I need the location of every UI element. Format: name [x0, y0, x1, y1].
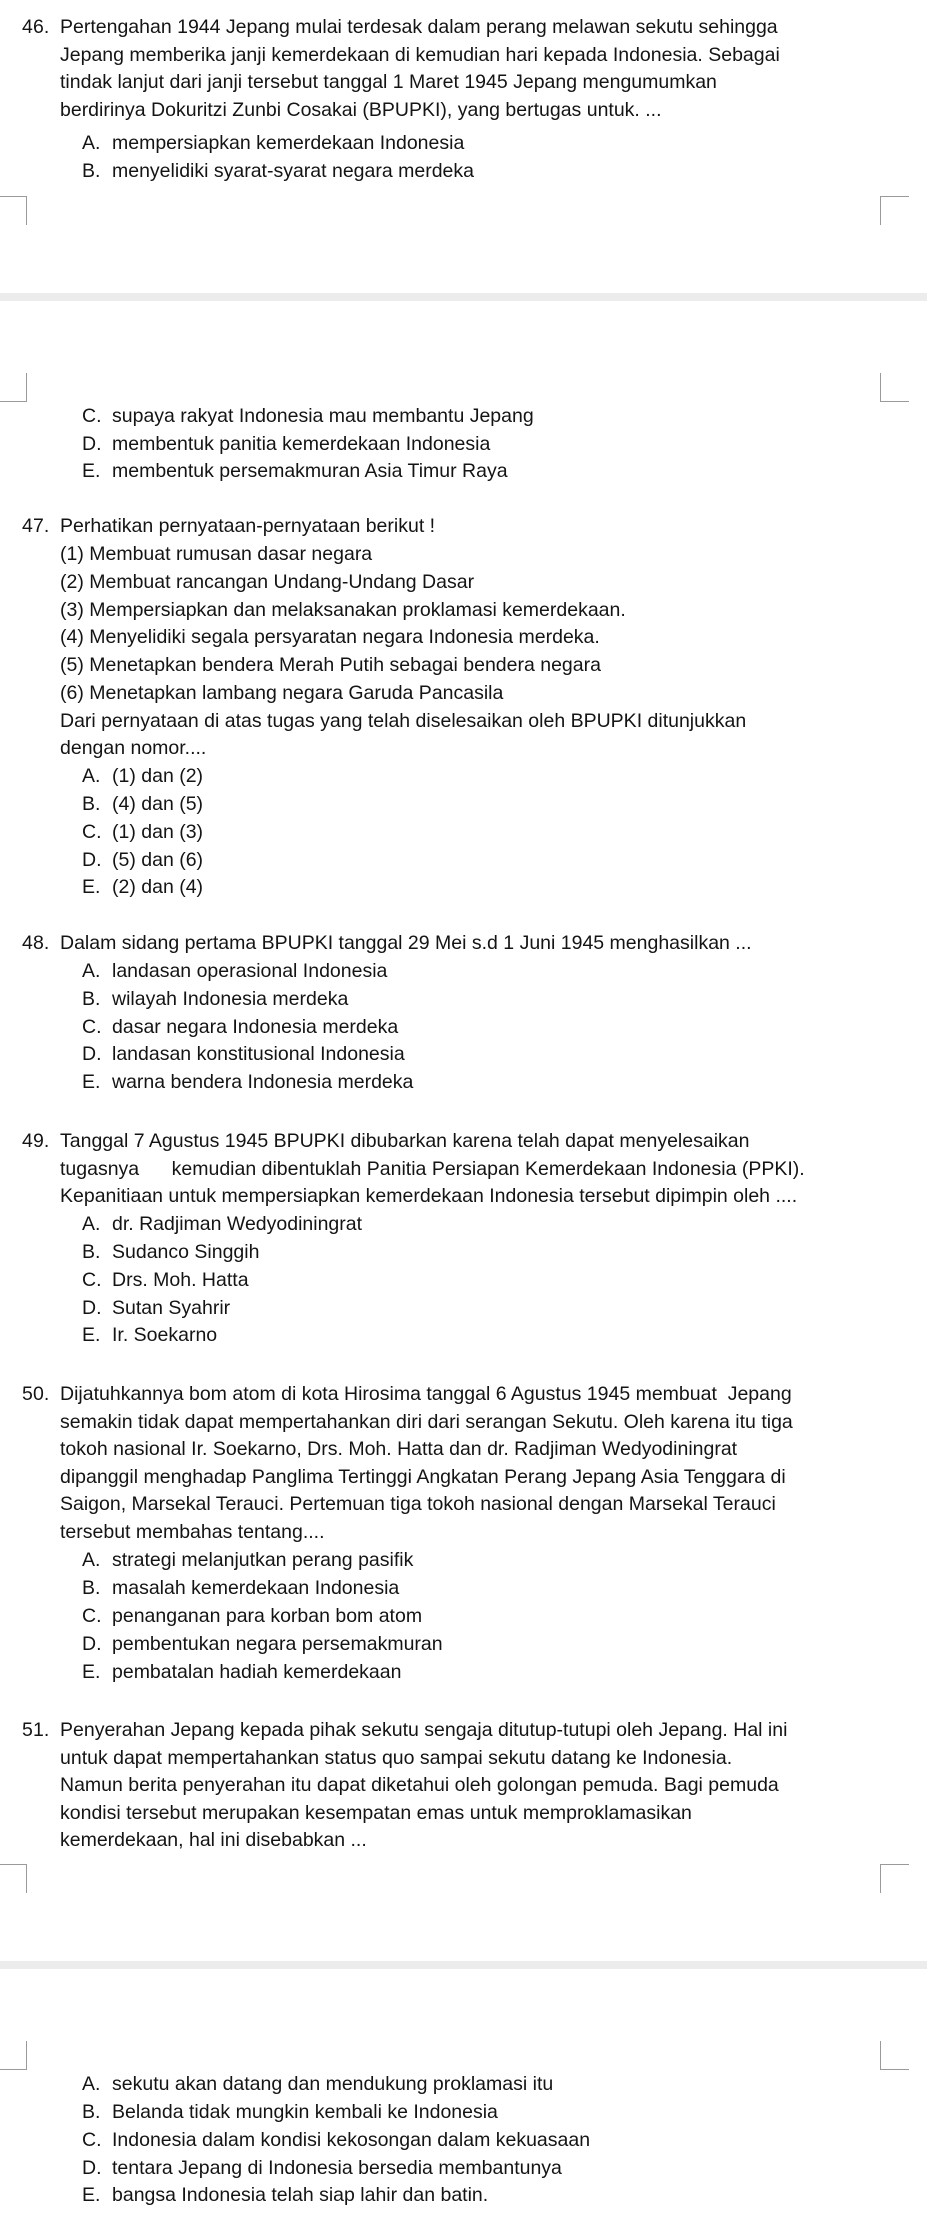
option-letter: D. — [82, 1043, 102, 1065]
option-letter: D. — [82, 849, 102, 871]
option-a[interactable] — [82, 130, 464, 158]
option-d[interactable] — [82, 431, 490, 459]
page-separator — [0, 1961, 927, 1969]
crop-mark — [880, 1864, 909, 1893]
option-e[interactable] — [82, 874, 203, 902]
option-letter: E. — [82, 876, 101, 898]
option-c[interactable] — [82, 2127, 590, 2155]
option-d[interactable] — [82, 1041, 405, 1069]
question-line: Pertengahan 1944 Jepang mulai terdesak dalam perang melawan sekutu sehingga — [60, 16, 778, 38]
question-number: 47. — [22, 515, 50, 537]
question-line: tokoh nasional Ir. Soekarno, Drs. Moh. Hatta dan dr. Radjiman Wedyodiningrat — [60, 1438, 738, 1461]
option-text: (2) dan (4) — [112, 876, 204, 898]
crop-mark — [880, 2041, 909, 2070]
option-text: membentuk persemakmuran Asia Timur Raya — [112, 460, 508, 482]
option-c[interactable] — [82, 1603, 422, 1631]
option-b[interactable] — [82, 1575, 399, 1603]
crop-mark — [0, 196, 27, 225]
option-text: strategi melanjutkan perang pasifik — [112, 1549, 414, 1571]
option-text: penanganan para korban bom atom — [112, 1605, 423, 1627]
option-a[interactable] — [82, 763, 203, 791]
option-text: wilayah Indonesia merdeka — [112, 988, 349, 1010]
question-text — [60, 1717, 900, 1855]
option-text: tentara Jepang di Indonesia bersedia membantunya — [112, 2157, 562, 2179]
option-b[interactable] — [82, 2099, 498, 2127]
option-text: dasar negara Indonesia merdeka — [112, 1016, 399, 1038]
option-d[interactable] — [82, 2155, 562, 2183]
question-text — [60, 1128, 900, 1211]
option-text: (1) dan (2) — [112, 765, 204, 787]
question-line: tindak lanjut dari janji tersebut tanggal 1 Maret 1945 Jepang mengumumkan — [60, 71, 717, 94]
option-text: (5) dan (6) — [112, 849, 204, 871]
question-number: 46. — [22, 16, 50, 38]
question-number: 50. — [22, 1383, 50, 1405]
option-text: supaya rakyat Indonesia mau membantu Jepang — [112, 405, 534, 427]
option-text: pembatalan hadiah kemerdekaan — [112, 1661, 402, 1683]
option-letter: C. — [82, 821, 102, 843]
question-text — [60, 930, 900, 958]
statement-6: (6) Menetapkan lambang negara Garuda Pancasila — [60, 682, 504, 704]
option-letter: B. — [82, 160, 101, 182]
statement-4: (4) Menyelidiki segala persyaratan negara Indonesia merdeka. — [60, 626, 600, 648]
question-line: Dalam sidang pertama BPUPKI tanggal 29 Mei s.d 1 Juni 1945 menghasilkan ... — [60, 932, 752, 954]
option-letter: A. — [82, 132, 101, 154]
statement-1: (1) Membuat rumusan dasar negara — [60, 543, 373, 565]
option-text: membentuk panitia kemerdekaan Indonesia — [112, 433, 491, 455]
option-b[interactable] — [82, 158, 474, 186]
option-letter: B. — [82, 1577, 101, 1599]
question-number: 48. — [22, 932, 50, 954]
question-line: dengan nomor.... — [60, 737, 207, 759]
question-text — [60, 14, 900, 124]
option-d[interactable] — [82, 847, 203, 875]
option-text: masalah kemerdekaan Indonesia — [112, 1577, 400, 1599]
crop-mark — [880, 196, 909, 225]
option-letter: B. — [82, 793, 101, 815]
option-letter: B. — [82, 988, 101, 1010]
option-text: pembentukan negara persemakmuran — [112, 1633, 443, 1655]
question-line: Namun berita penyerahan itu dapat diketahui oleh golongan pemuda. Bagi pemuda — [60, 1774, 779, 1797]
option-text: (4) dan (5) — [112, 793, 204, 815]
option-text: landasan operasional Indonesia — [112, 960, 388, 982]
question-line: Kepanitiaan untuk mempersiapkan kemerdekaan Indonesia tersebut dipimpin oleh .... — [60, 1185, 798, 1208]
question-text — [60, 1381, 900, 1547]
statement-5: (5) Menetapkan bendera Merah Putih sebagai bendera negara — [60, 654, 601, 676]
option-letter: C. — [82, 405, 102, 427]
option-letter: D. — [82, 433, 102, 455]
question-number: 49. — [22, 1130, 50, 1152]
crop-mark — [0, 1864, 27, 1893]
option-letter: E. — [82, 1071, 101, 1093]
option-a[interactable] — [82, 1211, 362, 1239]
question-line: Dari pernyataan di atas tugas yang telah diselesaikan oleh BPUPKI ditunjukkan — [60, 710, 747, 732]
option-letter: E. — [82, 460, 101, 482]
option-letter: B. — [82, 1241, 101, 1263]
page-separator — [0, 293, 927, 301]
option-letter: D. — [82, 2157, 102, 2179]
option-b[interactable] — [82, 986, 348, 1014]
question-number: 51. — [22, 1719, 50, 1741]
option-text: Indonesia dalam kondisi kekosongan dalam kekuasaan — [112, 2129, 591, 2151]
option-text: bangsa Indonesia telah siap lahir dan batin. — [112, 2184, 489, 2206]
option-d[interactable] — [82, 1631, 443, 1659]
question-line: kondisi tersebut merupakan kesempatan emas untuk memproklamasikan — [60, 1801, 692, 1824]
question-line: kemerdekaan, hal ini disebabkan ... — [60, 1829, 367, 1852]
option-e[interactable] — [82, 458, 508, 486]
option-c[interactable] — [82, 819, 203, 847]
option-e[interactable] — [82, 1069, 413, 1097]
option-letter: E. — [82, 2184, 101, 2206]
option-text: mempersiapkan kemerdekaan Indonesia — [112, 132, 465, 154]
option-c[interactable] — [82, 1014, 398, 1042]
question-line: tugasnya kemudian dibentuklah Panitia Persiapan Kemerdekaan Indonesia (PPKI). — [60, 1157, 805, 1180]
option-letter: C. — [82, 1605, 102, 1627]
option-text: landasan konstitusional Indonesia — [112, 1043, 405, 1065]
option-text: Drs. Moh. Hatta — [112, 1269, 249, 1291]
question-line: berdirinya Dokuritzi Zunbi Cosakai (BPUPKI), yang bertugas untuk. ... — [60, 98, 662, 121]
option-text: dr. Radjiman Wedyodiningrat — [112, 1213, 363, 1235]
question-line: Penyerahan Jepang kepada pihak sekutu sengaja ditutup-tutupi oleh Jepang. Hal ini — [60, 1719, 788, 1741]
option-text: Belanda tidak mungkin kembali ke Indonesia — [112, 2101, 498, 2123]
option-c[interactable] — [82, 403, 534, 431]
option-b[interactable] — [82, 1239, 259, 1267]
question-line: Saigon, Marsekal Terauci. Pertemuan tiga tokoh nasional dengan Marsekal Terauci — [60, 1493, 776, 1516]
option-c[interactable] — [82, 1267, 249, 1295]
question-text — [60, 513, 900, 541]
crop-mark — [880, 373, 909, 402]
option-a[interactable] — [82, 2071, 553, 2099]
crop-mark — [0, 2041, 27, 2070]
statement-2: (2) Membuat rancangan Undang-Undang Dasar — [60, 571, 475, 593]
option-letter: A. — [82, 960, 101, 982]
option-letter: C. — [82, 2129, 102, 2151]
option-a[interactable] — [82, 958, 387, 986]
option-e[interactable] — [82, 1322, 217, 1350]
statement-3: (3) Mempersiapkan dan melaksanakan proklamasi kemerdekaan. — [60, 599, 626, 621]
option-e[interactable] — [82, 2182, 488, 2210]
option-letter: A. — [82, 2073, 101, 2095]
option-text: (1) dan (3) — [112, 821, 204, 843]
question-line: semakin tidak dapat mempertahankan diri dari serangan Sekutu. Oleh karena itu tiga — [60, 1410, 793, 1433]
question-line: Perhatikan pernyataan-pernyataan berikut ! — [60, 515, 436, 537]
question-line: Jepang memberika janji kemerdekaan di kemudian hari kepada Indonesia. Sebagai — [60, 43, 780, 66]
option-d[interactable] — [82, 1295, 230, 1323]
question-line: Dijatuhkannya bom atom di kota Hirosima tanggal 6 Agustus 1945 membuat Jepang — [60, 1383, 792, 1405]
question-line: Tanggal 7 Agustus 1945 BPUPKI dibubarkan karena telah dapat menyelesaikan — [60, 1130, 750, 1152]
option-text: warna bendera Indonesia merdeka — [112, 1071, 414, 1093]
option-letter: A. — [82, 765, 101, 787]
crop-mark — [0, 373, 27, 402]
option-letter: E. — [82, 1661, 101, 1683]
option-letter: C. — [82, 1016, 102, 1038]
option-letter: D. — [82, 1297, 102, 1319]
option-letter: B. — [82, 2101, 101, 2123]
option-letter: A. — [82, 1549, 101, 1571]
question-line: dipanggil menghadap Panglima Tertinggi Angkatan Perang Jepang Asia Tenggara di — [60, 1465, 786, 1488]
option-letter: A. — [82, 1213, 101, 1235]
option-text: menyelidiki syarat-syarat negara merdeka — [112, 160, 474, 182]
option-letter: E. — [82, 1324, 101, 1346]
question-line: untuk dapat mempertahankan status quo sampai sekutu datang ke Indonesia. — [60, 1746, 733, 1769]
option-text: Ir. Soekarno — [112, 1324, 218, 1346]
option-text: Sutan Syahrir — [112, 1297, 231, 1319]
option-text: Sudanco Singgih — [112, 1241, 260, 1263]
option-text: sekutu akan datang dan mendukung proklamasi itu — [112, 2073, 554, 2095]
option-letter: C. — [82, 1269, 102, 1291]
question-line: tersebut membahas tentang.... — [60, 1520, 325, 1543]
option-e[interactable] — [82, 1659, 401, 1687]
option-letter: D. — [82, 1633, 102, 1655]
option-b[interactable] — [82, 791, 203, 819]
option-a[interactable] — [82, 1547, 413, 1575]
